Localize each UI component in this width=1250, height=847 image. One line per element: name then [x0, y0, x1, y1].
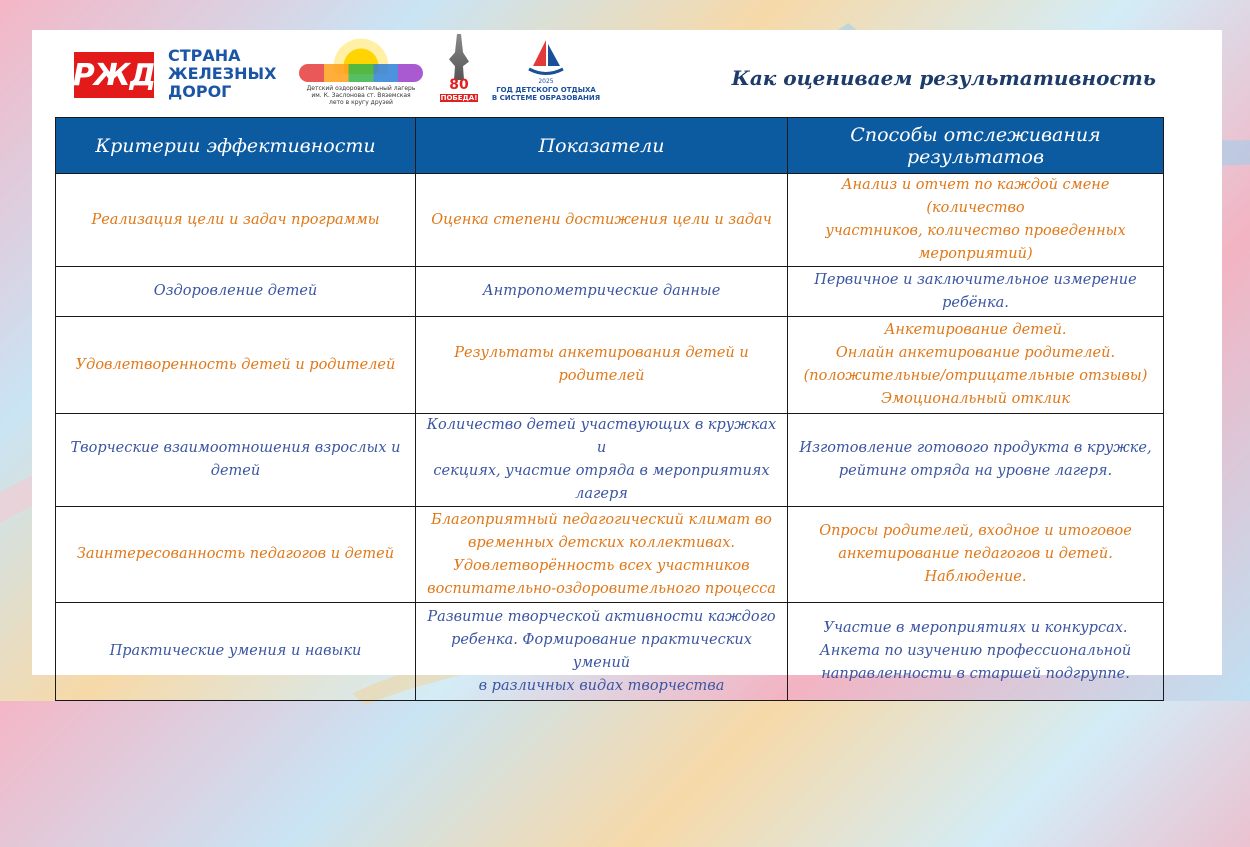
- table-row: [56, 507, 1164, 603]
- victory-80-logo: 80 ПОБЕДА!: [437, 30, 481, 116]
- method-cell: Опросы родителей, входное и итоговое анкетирование педагогов и детей. Наблюдение.: [788, 507, 1164, 603]
- slide: [32, 30, 1222, 694]
- year-of-children-rest-logo: 2025 ГОД ДЕТСКОГО ОТДЫХА В СИСТЕМЕ ОБРАЗОВАНИЯ: [483, 30, 609, 116]
- table-row: [56, 267, 1164, 317]
- criteria-cell: Творческие взаимоотношения взрослых и детей: [56, 414, 416, 507]
- indicator-cell: Результаты анкетирования детей и родителей: [416, 317, 788, 414]
- method-cell: Анализ и отчет по каждой смене (количество участников, количество проведенных мероприятий): [788, 174, 1164, 267]
- method-cell: Участие в мероприятиях и конкурсах. Анкета по изучению профессиональной направленности в старшей подгруппе.: [788, 603, 1164, 701]
- criteria-cell: Реализация цели и задач программы: [56, 174, 416, 267]
- logo-bar: [50, 30, 630, 116]
- method-cell: Изготовление готового продукта в кружке, рейтинг отряда на уровне лагеря.: [788, 414, 1164, 507]
- method-cell: Первичное и заключительное измерение ребёнка.: [788, 267, 1164, 317]
- column-header-criteria: Критерии эффективности: [56, 118, 416, 174]
- table-row: [56, 603, 1164, 701]
- table-header-row: [56, 118, 1164, 174]
- column-header-methods: Способы отслеживания результатов: [788, 118, 1164, 174]
- criteria-cell: Удовлетворенность детей и родителей: [56, 317, 416, 414]
- method-cell: Анкетирование детей. Онлайн анкетирование родителей. (положительные/отрицательные отзывы) Эмоциональный отклик: [788, 317, 1164, 414]
- children-icon: [299, 64, 423, 82]
- column-header-indicators: Показатели: [416, 118, 788, 174]
- motherland-statue-icon: [449, 34, 469, 80]
- indicator-cell: Оценка степени достижения цели и задач: [416, 174, 788, 267]
- indicator-cell: Благоприятный педагогический климат во временных детских коллективах. Удовлетворённость всех участников воспитательно-оздоровительного процесса: [416, 507, 788, 603]
- indicator-cell: Развитие творческой активности каждого ребенка. Формирование практических умений в различных видах творчества: [416, 603, 788, 701]
- table-row: [56, 414, 1164, 507]
- camp-logo: Детский оздоровительный лагерь им. К. Заслонова ст. Вяземская лето в кругу друзей: [287, 30, 435, 116]
- criteria-table: [55, 117, 1164, 701]
- table-row: [56, 174, 1164, 267]
- rzd-logo: РЖД: [74, 52, 154, 98]
- indicator-cell: Количество детей участвующих в кружках и секциях, участие отряда в мероприятиях лагеря: [416, 414, 788, 507]
- sailboat-icon: [527, 38, 565, 78]
- criteria-cell: Оздоровление детей: [56, 267, 416, 317]
- criteria-cell: Заинтересованность педагогов и детей: [56, 507, 416, 603]
- indicator-cell: Антропометрические данные: [416, 267, 788, 317]
- rzd-slogan: СТРАНА ЖЕЛЕЗНЫХ ДОРОГ: [168, 46, 277, 101]
- table-row: [56, 317, 1164, 414]
- criteria-cell: Практические умения и навыки: [56, 603, 416, 701]
- page-title: Как оцениваем результативность: [731, 66, 1156, 90]
